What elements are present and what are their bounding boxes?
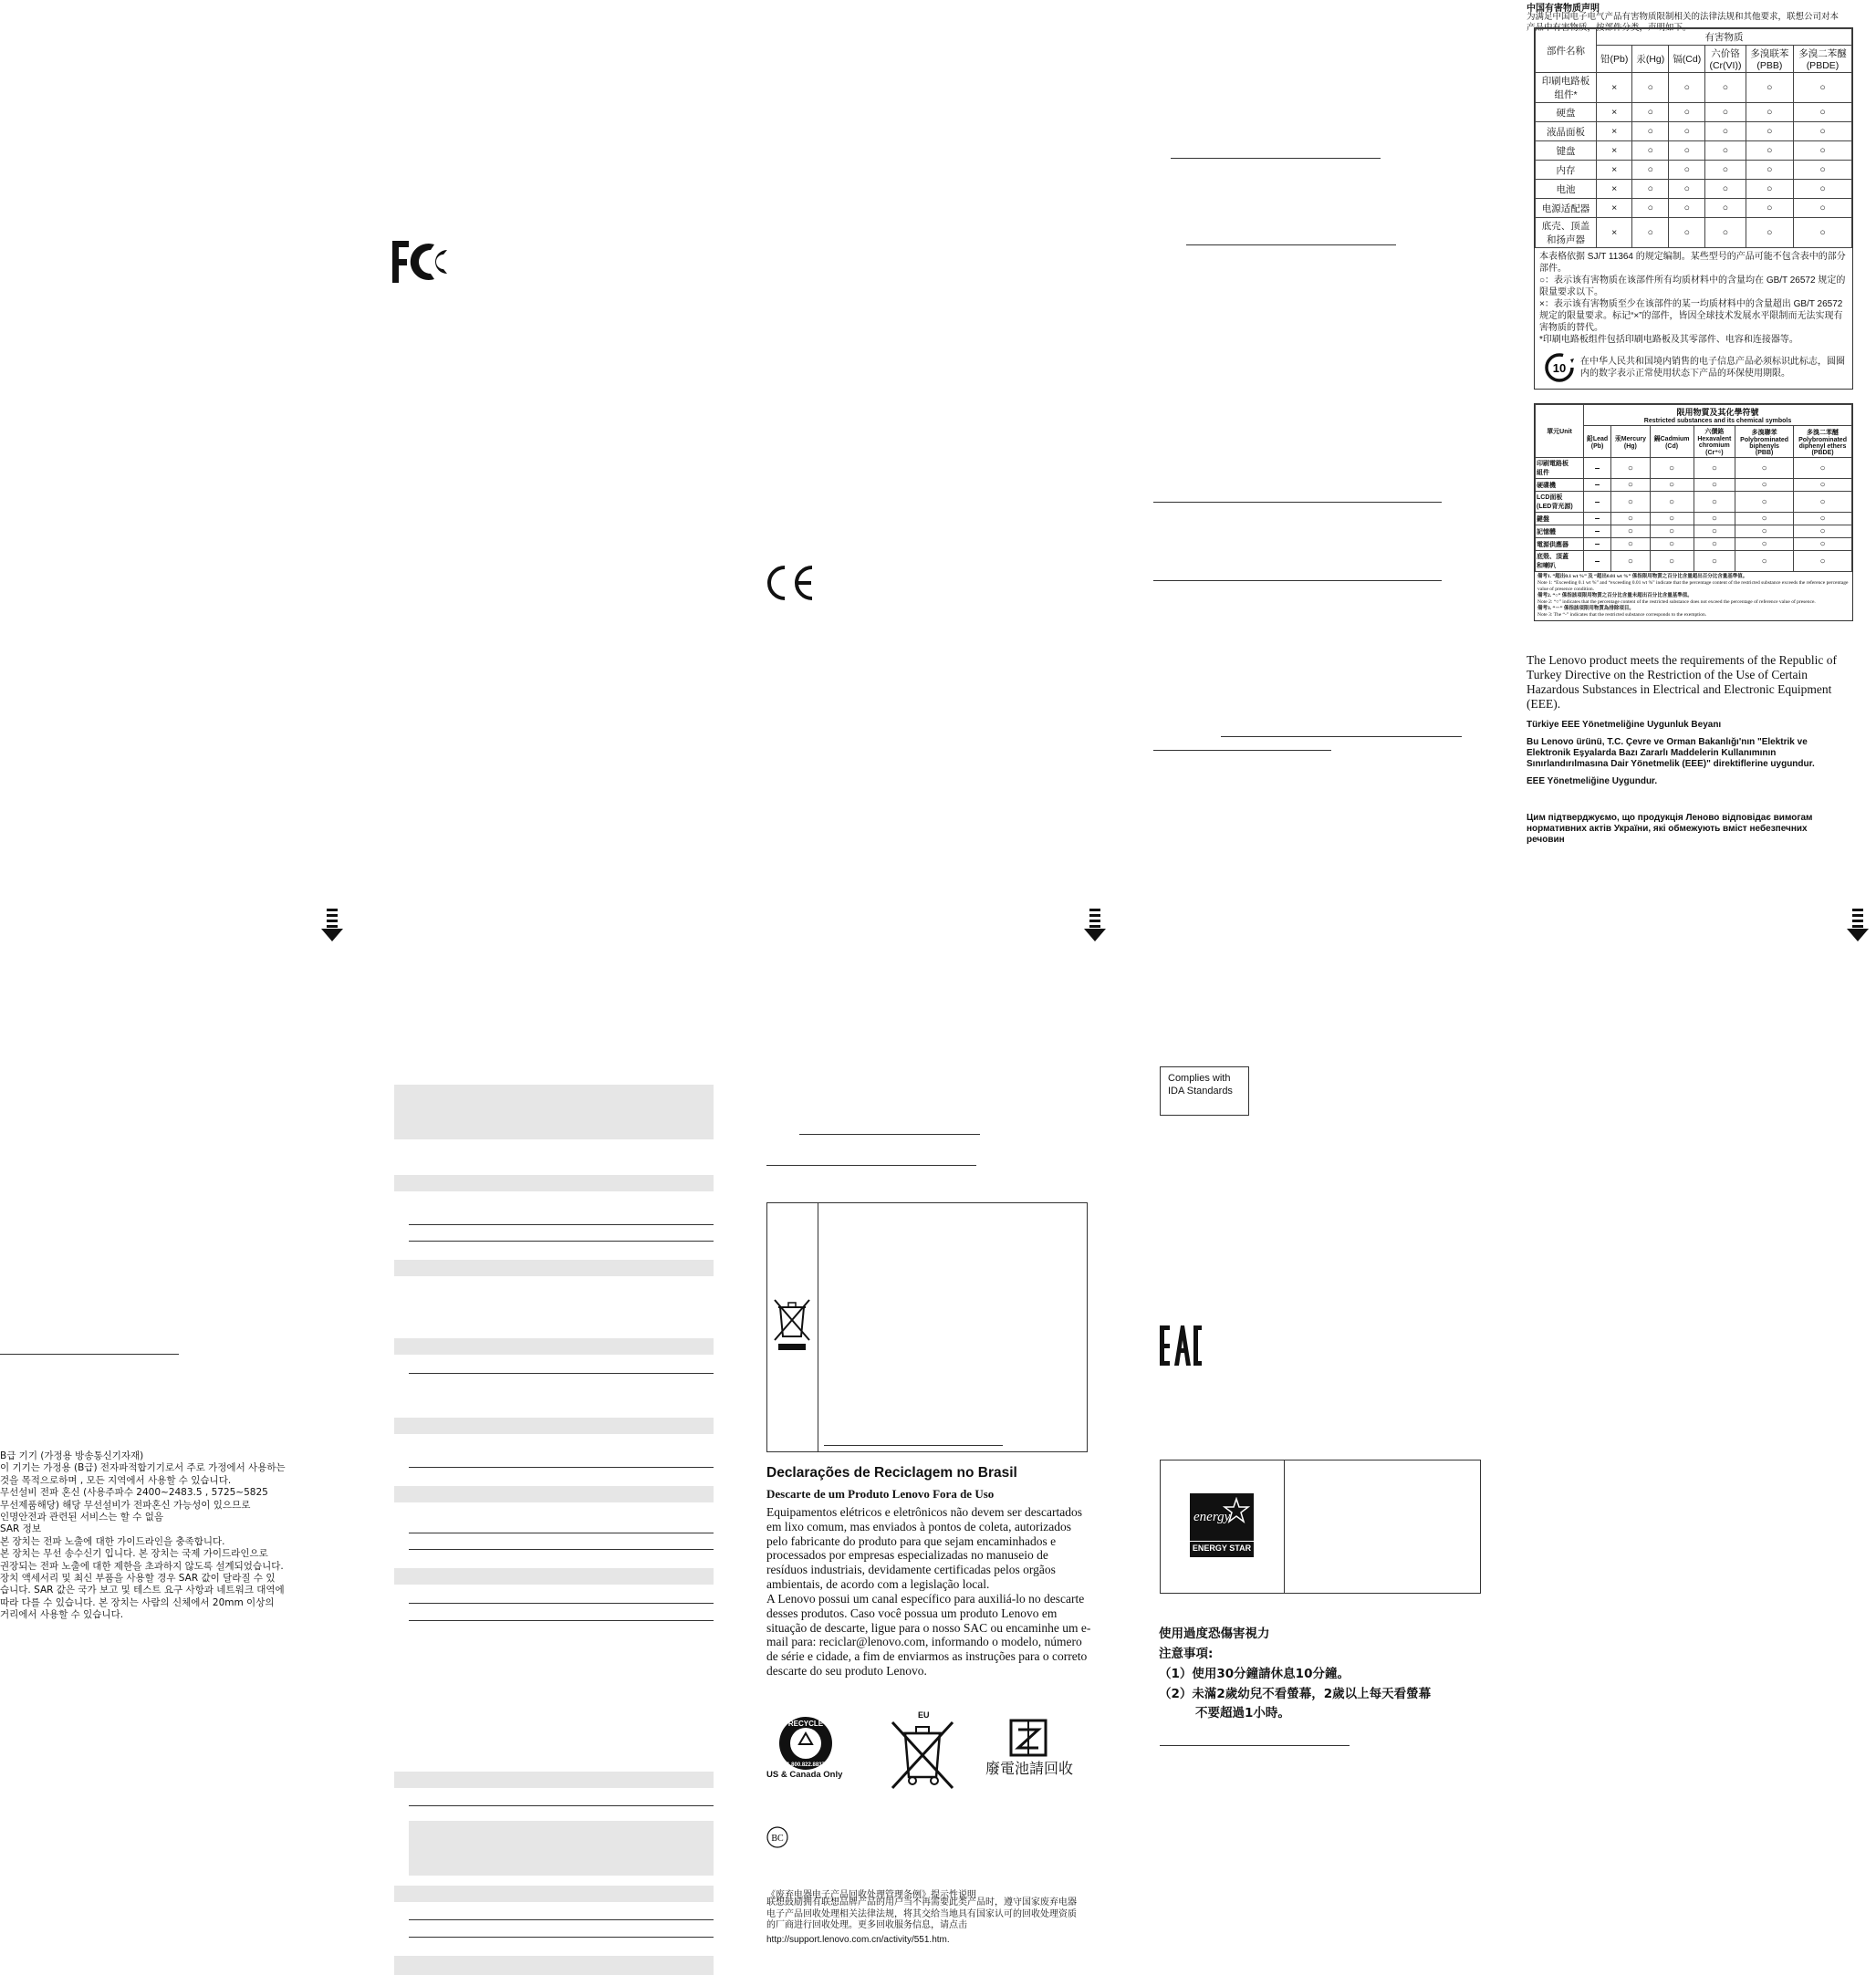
tw-cell: – — [1584, 551, 1611, 572]
cn-cell: ○ — [1632, 161, 1669, 180]
tw-title — [1584, 405, 1852, 426]
tw-table-row — [1536, 479, 1852, 492]
ukraine-text: Цим підтверджуємо, що продукція Леново відповідає вимогам нормативних актів України, які обмежують вміст небезпечних речовин — [1527, 813, 1813, 845]
cn-cell: ○ — [1705, 161, 1746, 180]
cn-cell: ○ — [1632, 141, 1669, 161]
tw-cell: ○ — [1794, 525, 1852, 538]
efup-row — [1535, 348, 1852, 389]
star-icon — [1223, 1497, 1250, 1524]
cn-part-name: 硬盘 — [1536, 103, 1597, 122]
cn-cell: × — [1597, 161, 1632, 180]
cn-part-name: 键盘 — [1536, 141, 1597, 161]
cn-col-part: 部件名称 — [1536, 29, 1597, 73]
cn-rohs-note: ×：表示该有害物质至少在该部件的某一均质材料中的含量超出 GB/T 26572 规定的限量要求。标记“×”的部件，皆因全球技术发展水平限制而无法实现有害物质的替代。 — [1539, 299, 1843, 333]
cn-col-group: 有害物质 — [1597, 29, 1852, 46]
fold-arrow-icon — [321, 909, 343, 943]
cn-cell: ○ — [1746, 161, 1793, 180]
korea-line: 거리에서 사용할 수 있습니다. — [0, 1609, 124, 1621]
fold-arrow-icon — [1847, 909, 1869, 943]
tw-part-name: 印刷電路板 組件 — [1536, 458, 1584, 479]
tw-part-name: 電源供應器 — [1536, 538, 1584, 551]
korea-line: 무선설비 전파 혼신 (사용주파수 2400~2483.5 , 5725~5825 — [0, 1487, 268, 1499]
cn-cell: ○ — [1705, 180, 1746, 199]
cn-rohs-intro: 为满足中国电子电气产品有害物质限制相关的法律法规和其他要求，联想公司对本产品中有害物质，按部件分类，声明如下。 — [1527, 12, 1840, 33]
tw-cell: ○ — [1650, 551, 1694, 572]
cn-cell: ○ — [1705, 122, 1746, 141]
fcc-logo-icon — [391, 239, 451, 285]
tw-part-name: 硬碟機 — [1536, 479, 1584, 492]
korea-line: 본 장치는 전파 노출에 대한 가이드라인을 충족합니다. — [0, 1535, 225, 1547]
tw-table-row — [1536, 551, 1852, 572]
brazil-subheading: Descarte de um Produto Lenovo Fora de Uso — [766, 1487, 995, 1501]
turkey-tr-text2: EEE Yönetmeliğine Uygundur. — [1527, 776, 1658, 786]
cn-cell: ○ — [1746, 180, 1793, 199]
tw-table-row — [1536, 538, 1852, 551]
tw-cell: ○ — [1694, 492, 1735, 513]
tw-cell: ○ — [1611, 492, 1651, 513]
korea-line: 권장되는 전파 노출에 대한 제한을 초과하지 않도록 설계되었습니다. — [0, 1560, 284, 1572]
tw-table-row — [1536, 513, 1852, 525]
tw-col-header: 六價鉻 Hexavalent chromium (Cr⁺⁶) — [1694, 426, 1735, 458]
bc-icon — [766, 1826, 788, 1848]
cn-col-header: 镉(Cd) — [1669, 46, 1705, 73]
tw-note: Note 2: “○” indicates that the percentage content of the restricted substance does not exceed the percentage of reference value of presence. — [1537, 599, 1816, 605]
cn-rohs-note: 本表格依据 SJ/T 11364 的规定编制。某些型号的产品可能不包含表中的部分部件。 — [1539, 252, 1846, 274]
tw-cell: ○ — [1611, 458, 1651, 479]
ida-line1: Complies with — [1168, 1073, 1231, 1084]
cn-cell: ○ — [1705, 218, 1746, 248]
cn-cell: ○ — [1705, 103, 1746, 122]
cn-table-row — [1536, 103, 1852, 122]
tw-note: Note 1: “Exceeding 0.1 wt %” and “exceeding 0.01 wt %” indicate that the percentage content of the restricted substance exceeds the reference percentage value of presence condition. — [1537, 580, 1849, 592]
tw-note: 備考2. “○” 係指該項限用物質之百分比含量未超出百分比含量基準值。 — [1537, 593, 1693, 598]
ida-line2: IDA Standards — [1168, 1086, 1233, 1097]
tw-col-header: 鎘Cadmium (Cd) — [1650, 426, 1694, 458]
eac-mark-icon — [1159, 1324, 1203, 1367]
tw-part-name: 鍵盤 — [1536, 513, 1584, 525]
cn-cell: ○ — [1632, 122, 1669, 141]
tw-title-zh: 限用物質及其化學符號 — [1676, 408, 1759, 417]
cn-col-header: 六价铬 (Cr(VI)) — [1705, 46, 1746, 73]
cn-rohs-notes — [1535, 248, 1852, 348]
tw-part-name: LCD面板 (LED背光源) — [1536, 492, 1584, 513]
cn-cell: ○ — [1793, 161, 1851, 180]
tw-cell: ○ — [1694, 551, 1735, 572]
recycle-phone-text: 1.800.822.8837 — [787, 1762, 825, 1768]
cn-cell: ○ — [1793, 103, 1851, 122]
efup-logo-icon — [1544, 352, 1575, 383]
cn-cell: ○ — [1669, 199, 1705, 218]
cn-cell: × — [1597, 218, 1632, 248]
cn-cell: ○ — [1632, 103, 1669, 122]
cn-cell: ○ — [1793, 218, 1851, 248]
tw-rohs-notes — [1535, 572, 1852, 620]
tw-cell: ○ — [1735, 492, 1794, 513]
cn-cell: ○ — [1632, 218, 1669, 248]
tw-col-header: 多溴二苯醚 Polybrominated diphenyl ethers (PBDE) — [1794, 426, 1852, 458]
tw-note: Note 3: The “-” indicates that the restricted substance corresponds to the exemption. — [1537, 612, 1707, 618]
tw-cell: ○ — [1735, 458, 1794, 479]
cn-part-name: 印刷电路板 组件* — [1536, 73, 1597, 103]
tw-cell: ○ — [1611, 513, 1651, 525]
cn-cell: ○ — [1632, 199, 1669, 218]
tw-part-name: 記憶體 — [1536, 525, 1584, 538]
cn-cell: ○ — [1705, 73, 1746, 103]
china-weee-text: 联想鼓励拥有联想品牌产品的用户当不再需要此类产品时，遵守国家废弃电器电子产品回收处理相关法律法规，将其交给当地具有国家认可的回收处理资质的厂商进行回收处理。更多回收服务信息，请点击 — [766, 1897, 1077, 1930]
cn-table-row — [1536, 161, 1852, 180]
cn-cell: ○ — [1793, 199, 1851, 218]
cn-col-header: 多溴二苯醚 (PBDE) — [1793, 46, 1851, 73]
cn-cell: ○ — [1746, 73, 1793, 103]
tw-cell: ○ — [1735, 538, 1794, 551]
korea-line: 무선제품해당) 해당 무선설비가 전파혼신 가능성이 있으므로 — [0, 1499, 251, 1511]
tw-cell: – — [1584, 513, 1611, 525]
cn-rohs-note: *印刷电路板组件包括印刷电路板及其零部件、电容和连接器等。 — [1539, 335, 1798, 345]
weee-box — [766, 1202, 1088, 1452]
tw-cell: ○ — [1735, 479, 1794, 492]
cn-part-name: 液晶面板 — [1536, 122, 1597, 141]
tw-table-row — [1536, 458, 1852, 479]
cn-table-row — [1536, 73, 1852, 103]
recycle-caption: US & Canada Only — [766, 1770, 843, 1780]
tw-table-row — [1536, 492, 1852, 513]
tw-unit-header: 單元Unit — [1536, 405, 1584, 458]
cn-cell: ○ — [1669, 141, 1705, 161]
cn-cell: ○ — [1705, 199, 1746, 218]
tw-vision-title: 使用過度恐傷害視力 — [1159, 1627, 1270, 1641]
cn-cell: ○ — [1746, 122, 1793, 141]
cn-cell: ○ — [1793, 73, 1851, 103]
cn-cell: ○ — [1669, 161, 1705, 180]
tw-cell: ○ — [1611, 479, 1651, 492]
brazil-heading: Declarações de Reciclagem no Brasil — [766, 1465, 1017, 1481]
tw-note: 備考1. “超出0.1 wt %” 及 “超出0.01 wt %” 係指限用物質之百分比含量超出百分比含量基準值。 — [1537, 574, 1748, 579]
tw-cell: ○ — [1650, 525, 1694, 538]
bc-label: BC — [771, 1834, 784, 1844]
energy-star-box — [1160, 1460, 1481, 1594]
cn-cell: × — [1597, 103, 1632, 122]
efup-text: 在中华人民共和国境内销售的电子信息产品必须标识此标志，圆圈内的数字表示正常使用状态下产品的环保使用期限。 — [1580, 357, 1845, 379]
tw-cell: ○ — [1794, 458, 1852, 479]
turkey-en-text: The Lenovo product meets the requirements of the Republic of Turkey Directive on the Restriction of the Use of Certain Hazardous Substances in Electrical and Electronic Equipment (EEE). — [1527, 653, 1838, 711]
tw-cell: ○ — [1794, 538, 1852, 551]
tw-title-en: Restricted substances and its chemical symbols — [1643, 418, 1792, 424]
tw-vision-item1: （1）使用30分鐘請休息10分鐘。 — [1159, 1667, 1350, 1681]
cn-part-name: 电源适配器 — [1536, 199, 1597, 218]
cn-table-row — [1536, 218, 1852, 248]
turkey-tr-text: Bu Lenovo ürünü, T.C. Çevre ve Orman Bakanlığı'nın "Elektrik ve Elektronik Eşyalarda Bazı Zararlı Maddelerin Kullanımının Sınırlandırılmasına Dair Yönetmelik (EEE)" direktiflerine uygundur. — [1527, 737, 1815, 769]
energy-star-logo — [1190, 1493, 1254, 1557]
eu-label: EU — [918, 1710, 930, 1720]
tw-rohs-box — [1534, 403, 1853, 621]
cn-cell: ○ — [1632, 180, 1669, 199]
cn-cell: ○ — [1746, 199, 1793, 218]
tw-cell: ○ — [1735, 525, 1794, 538]
tw-cell: ○ — [1735, 513, 1794, 525]
tw-cell: ○ — [1611, 525, 1651, 538]
cn-rohs-heading: 中国有害物质声明 — [1527, 4, 1600, 14]
tw-rohs-table — [1535, 404, 1852, 572]
cn-cell: ○ — [1793, 180, 1851, 199]
tw-vision-item2: （2）未滿2歲幼兒不看螢幕，2歲以上每天看螢幕 — [1159, 1687, 1432, 1701]
tw-cell: ○ — [1650, 492, 1694, 513]
china-weee-title: 《废弃电器电子产品回收处理管理条例》提示性说明 — [766, 1890, 976, 1900]
tw-col-header: 多溴聯苯 Polybrominated biphenyls (PBB) — [1735, 426, 1794, 458]
korea-line: 장치 액세서리 및 최신 부품을 사용할 경우 SAR 값이 달라질 수 있 — [0, 1573, 276, 1585]
tw-cell: ○ — [1794, 551, 1852, 572]
cn-cell: ○ — [1746, 218, 1793, 248]
tw-battery-recycle-icon — [1006, 1717, 1051, 1759]
cn-rohs-note: ○：表示该有害物质在该部件所有均质材料中的含量均在 GB/T 26572 规定的限量要求以下。 — [1539, 275, 1846, 297]
korea-line: 본 장치는 무선 송수신기 입니다. 본 장치는 국제 가이드라인으로 — [0, 1548, 268, 1560]
korea-line: 이 기기는 가정용 (B급) 전자파적합기기로서 주로 가정에서 사용하는 — [0, 1462, 286, 1474]
korea-line: 것을 목적으로하며 , 모든 지역에서 사용할 수 있습니다. — [0, 1474, 232, 1486]
brazil-para2: A Lenovo possui um canal específico para auxiliá-lo no descarte desses produtos. Caso você possua um produto Lenovo em situação de descarte, ligue para o nosso SAC ou encaminhe um e-mail para: reciclar@lenovo.com, informando o modelo, número de série e cidade, a fim de enviarmos as instruções para o correto descarte do seu produto Lenovo. — [766, 1592, 1091, 1678]
tw-cell: ○ — [1611, 538, 1651, 551]
cn-cell: × — [1597, 180, 1632, 199]
ce-mark-icon — [761, 564, 818, 602]
cn-part-name: 电池 — [1536, 180, 1597, 199]
tw-cell: ○ — [1650, 458, 1694, 479]
tw-vision-item2b: 不要超過1小時。 — [1195, 1706, 1290, 1720]
cn-cell: × — [1597, 73, 1632, 103]
cn-cell: ○ — [1669, 103, 1705, 122]
china-weee-url: http://support.lenovo.com.cn/activity/551.htm. — [766, 1935, 950, 1945]
tw-cell: – — [1584, 525, 1611, 538]
tw-cell: ○ — [1794, 492, 1852, 513]
eu-weee-bin-icon — [889, 1720, 956, 1790]
cn-rohs-box — [1534, 27, 1853, 390]
cn-part-name: 内存 — [1536, 161, 1597, 180]
tw-col-header: 汞Mercury (Hg) — [1611, 426, 1651, 458]
korea-line: 인명안전과 관련된 서비스는 할 수 없음 — [0, 1512, 163, 1523]
tw-cell: ○ — [1694, 513, 1735, 525]
tw-part-name: 底殼、頂蓋 和喇叭 — [1536, 551, 1584, 572]
weee-bin-icon — [773, 1298, 811, 1353]
tw-cell: ○ — [1694, 458, 1735, 479]
energy-star-script: energy — [1193, 1510, 1231, 1524]
cn-cell: ○ — [1793, 141, 1851, 161]
tw-cell: – — [1584, 492, 1611, 513]
cn-table-row — [1536, 141, 1852, 161]
cn-part-name: 底壳、顶盖 和扬声器 — [1536, 218, 1597, 248]
recycle-rbrc-icon — [777, 1715, 834, 1772]
tw-note: 備考3. “－” 係指該項限用物質為排除項目。 — [1537, 606, 1634, 611]
cn-table-row — [1536, 122, 1852, 141]
cn-cell: ○ — [1746, 141, 1793, 161]
tw-cell: ○ — [1650, 538, 1694, 551]
tw-vision-notice: 注意事項: — [1159, 1647, 1214, 1661]
tw-cell: – — [1584, 458, 1611, 479]
efup-number: 10 — [1552, 361, 1567, 375]
tw-cell: ○ — [1694, 525, 1735, 538]
cn-cell: × — [1597, 141, 1632, 161]
cn-cell: ○ — [1632, 73, 1669, 103]
fold-arrow-icon — [1084, 909, 1106, 943]
turkey-tr-heading: Türkiye EEE Yönetmeliğine Uygunluk Beyanı — [1527, 720, 1722, 730]
recycle-ring-text: RECYCLE — [787, 1720, 824, 1728]
cn-cell: ○ — [1793, 122, 1851, 141]
cn-cell: ○ — [1705, 141, 1746, 161]
tw-cell: ○ — [1611, 551, 1651, 572]
tw-col-header: 鉛Lead (Pb) — [1584, 426, 1611, 458]
cn-cell: ○ — [1669, 73, 1705, 103]
tw-cell: – — [1584, 479, 1611, 492]
energy-star-label: ENERGY STAR — [1192, 1544, 1252, 1553]
cn-cell: × — [1597, 199, 1632, 218]
cn-cell: ○ — [1669, 218, 1705, 248]
tw-cell: ○ — [1794, 479, 1852, 492]
tw-cell: ○ — [1735, 551, 1794, 572]
korea-line: 습니다. SAR 값은 국가 보고 및 테스트 요구 사항과 네트워크 대역에 — [0, 1585, 285, 1596]
tw-cell: ○ — [1694, 479, 1735, 492]
korea-line: B급 기기 (가정용 방송통신기자재) — [0, 1450, 144, 1461]
cn-cell: ○ — [1746, 103, 1793, 122]
cn-col-header: 铅(Pb) — [1597, 46, 1632, 73]
tw-cell: ○ — [1650, 513, 1694, 525]
tw-cell: ○ — [1694, 538, 1735, 551]
cn-table-row — [1536, 180, 1852, 199]
cn-col-header: 汞(Hg) — [1632, 46, 1669, 73]
korea-notice — [0, 1450, 286, 1622]
cn-cell: ○ — [1669, 122, 1705, 141]
tw-table-row — [1536, 525, 1852, 538]
korea-line: 따라 다를 수 있습니다. 본 장치는 사람의 신체에서 20mm 이상의 — [0, 1596, 275, 1608]
korea-line: SAR 정보 — [0, 1523, 41, 1535]
cn-table-row — [1536, 199, 1852, 218]
cn-cell: × — [1597, 122, 1632, 141]
ida-box — [1160, 1066, 1249, 1116]
brazil-para1: Equipamentos elétricos e eletrônicos não devem ser descartados em lixo comum, mas enviados à pontos de coleta, autorizados pelo fabricante do produto para que sejam encaminhados e processados por empresas especializadas no manuseio de resíduos industriais, devidamente certificadas pelos orgãos ambientais, de acordo com a legislação local. — [766, 1505, 1082, 1591]
tw-battery-recycle-text: 廢電池請回收 — [985, 1762, 1074, 1777]
cn-cell: ○ — [1669, 180, 1705, 199]
tw-cell: ○ — [1650, 479, 1694, 492]
cn-col-header: 多溴联苯 (PBB) — [1746, 46, 1793, 73]
tw-cell: – — [1584, 538, 1611, 551]
cn-rohs-table — [1535, 28, 1852, 248]
tw-cell: ○ — [1794, 513, 1852, 525]
